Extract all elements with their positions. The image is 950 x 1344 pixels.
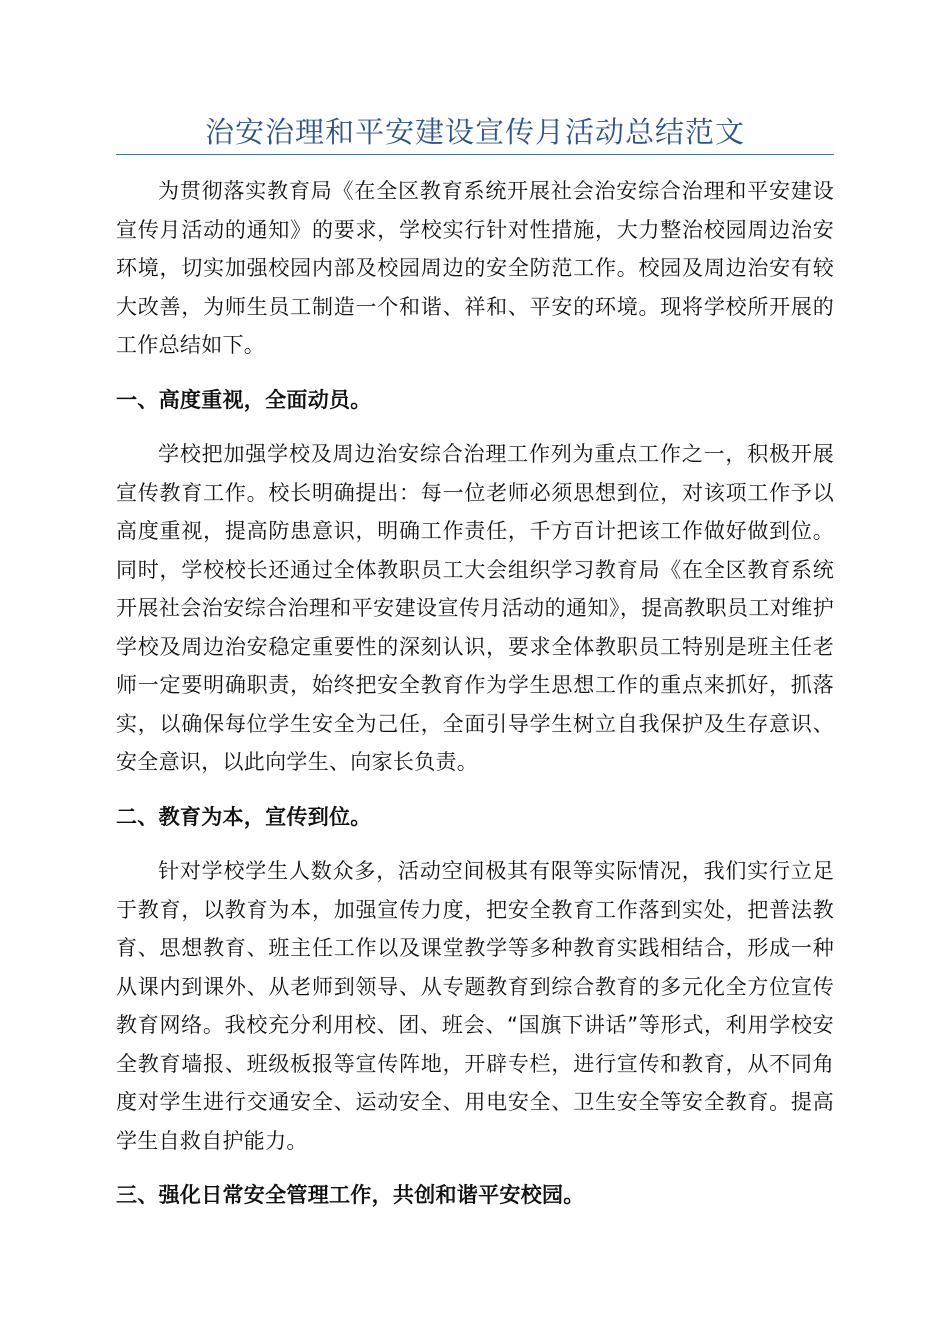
document-body — [116, 172, 834, 1215]
document-title: 治安治理和平安建设宣传月活动总结范文 — [204, 115, 745, 149]
section-body-2: 针对学校学生人数众多，活动空间极其有限等实际情况，我们实行立足于教育，以教育为本，加强宣传力度，把安全教育工作落到实处，把普法教育、思想教育、班主任工作以及课堂教学等多种教育实践相结合，形成一种从课内到课外、从老师到领导、从专题教育到综合教育的多元化全方位宣传教育网络。我校充分利用校、团、班会、“国旗下讲话”等形式，利用学校安全教育墙报、班级板报等宣传阵地，开辟专栏，进行宣传和教育，从不同角度对学生进行交通安全、运动安全、用电安全、卫生安全等安全教育。提高学生自救自护能力。 — [116, 859, 834, 1153]
intro-paragraph: 为贯彻落实教育局《在全区教育系统开展社会治安综合治理和平安建设宣传月活动的通知》的要求，学校实行针对性措施，大力整治校园周边治安环境，切实加强校园内部及校园周边的安全防范工作。校园及周边治安有较大改善，为师生员工制造一个和谐、祥和、平安的环境。现将学校所开展的工作总结如下。 — [116, 179, 834, 357]
section-body-1: 学校把加强学校及周边治安综合治理工作列为重点工作之一，积极开展宣传教育工作。校长明确提出：每一位老师必须思想到位，对该项工作予以高度重视，提高防患意识，明确工作责任，千方百计把该工作做好做到位。同时，学校校长还通过全体教职员工大会组织学习教育局《在全区教育系统开展社会治安综合治理和平安建设宣传月活动的通知》，提高教职员工对维护学校及周边治安稳定重要性的深刻认识，要求全体教职员工特别是班主任老师一定要明确职责，始终把安全教育作为学生思想工作的重点来抓好，抓落实，以确保每位学生安全为己任，全面引导学生树立自我保护及生存意识、安全意识，以此向学生、向家长负责。 — [116, 442, 834, 774]
section-heading-3: 三、强化日常安全管理工作，共创和谐平安校园。 — [116, 1183, 585, 1207]
title-underline — [116, 154, 834, 155]
section-heading-1: 一、高度重视，全面动员。 — [116, 387, 372, 412]
section-heading-2: 二、教育为本，宣传到位。 — [116, 804, 372, 829]
